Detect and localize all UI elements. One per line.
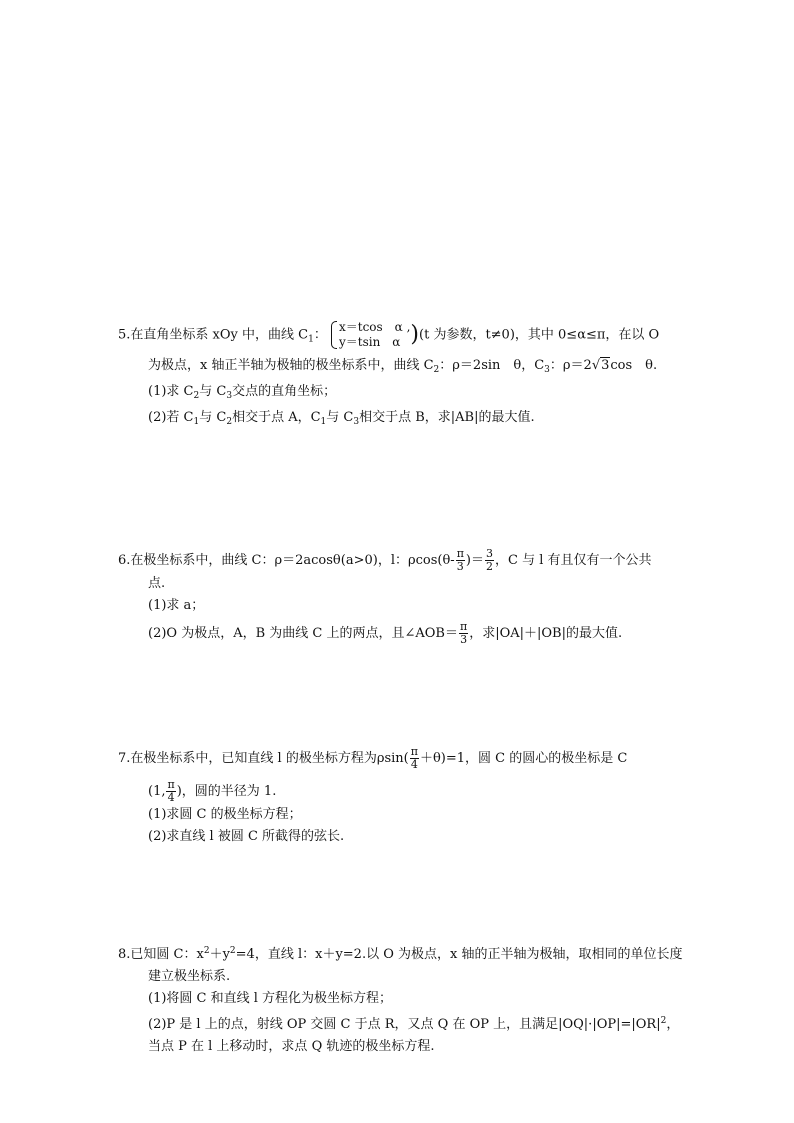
problem-8-line-1: 8.已知圆 C：$x^2+y^2=4$，直线 l：x＋y=2.以 O 为极点，x 轴的正半轴为极轴，取相同的单位长度	[118, 946, 683, 962]
fraction: $\frac{\pi}{4}$	[167, 778, 175, 804]
problem-5-line-1: 5.在直角坐标系 xOy 中，曲线 $C_1$： x＝tcos α , y＝tsin α )(t 为参数，t≠0)，其中 0≤α≤π，在以 O	[118, 320, 660, 349]
fraction: $\frac{\pi}{3}$	[456, 547, 464, 573]
problem-number: 6.	[118, 553, 131, 568]
problem-7-question-2: (2)求直线 l 被圆 C 所截得的弦长.	[148, 829, 345, 844]
problem-7	[118, 746, 708, 848]
problem-number: 5.	[118, 327, 131, 343]
sqrt-symbol: √3	[591, 357, 610, 373]
problem-8-question-2: (2)P 是 l 上的点，射线 OP 交圆 C 于点 R，又点 Q 在 OP 上，且满足$|OQ|\cdot|OP|=|OR|^2$，	[148, 1016, 680, 1032]
problem-5-question-2: (2)若 $C_1$与 $C_2$相交于点 A，$C_1$与 $C_3$相交于点 B，求|AB|的最大值.	[148, 409, 535, 427]
parametric-system: x＝tcos α , y＝tsin α	[331, 320, 410, 350]
problem-7-question-1: (1)求圆 C 的极坐标方程；	[148, 807, 302, 822]
problem-6-question-2: (2)O 为极点，A，B 为曲线 C 上的两点，且∠AOB＝ $\frac{\pi}{3}$ ，求|OA|＋|OB|的最大值.	[148, 620, 623, 646]
problem-5-line-2: 为极点，x 轴正半轴为极轴的极坐标系中，曲线 $C_2$：ρ＝2sin θ，$C_3$：ρ＝2√3cos θ.	[118, 355, 708, 381]
problem-5-question-1: (1)求 $C_2$与 $C_3$交点的直角坐标；	[148, 383, 337, 401]
problem-number: 8.	[118, 947, 131, 962]
problem-6	[118, 548, 708, 646]
problem-8-line-2: 建立极坐标系.	[148, 969, 231, 984]
fraction: $\frac{\pi}{3}$	[459, 620, 468, 646]
fraction: $\frac{3}{2}$	[486, 547, 493, 573]
problem-6-line-2: 点.	[148, 576, 166, 591]
problem-6-question-1: (1)求 a；	[148, 598, 205, 613]
problem-7-line-1: 7.在极坐标系中，已知直线 l 的极坐标方程为ρsin( $\frac{\pi}{4}$ ＋θ)=1，圆 C 的圆心的极坐标是 C	[118, 745, 628, 771]
fraction: $\frac{\pi}{4}$	[410, 745, 418, 771]
problem-7-line-2: (1, $\frac{\pi}{4}$ )，圆的半径为 1.	[148, 778, 277, 804]
problem-number: 7.	[118, 751, 131, 766]
problem-8-question-2-cont: 当点 P 在 l 上移动时，求点 Q 轨迹的极坐标方程.	[148, 1039, 435, 1054]
problem-8-question-1: (1)将圆 C 和直线 l 方程化为极坐标方程；	[148, 991, 393, 1006]
problem-5	[118, 320, 708, 433]
problem-6-line-1: 6.在极坐标系中，曲线 C：ρ＝2acosθ(a>0)，l：ρcos(θ- $\frac{\pi}{3}$ )＝ $\frac{3}{2}$ ，C 与 l 有且仅有一个公共	[118, 547, 652, 573]
problem-8	[118, 940, 708, 1058]
